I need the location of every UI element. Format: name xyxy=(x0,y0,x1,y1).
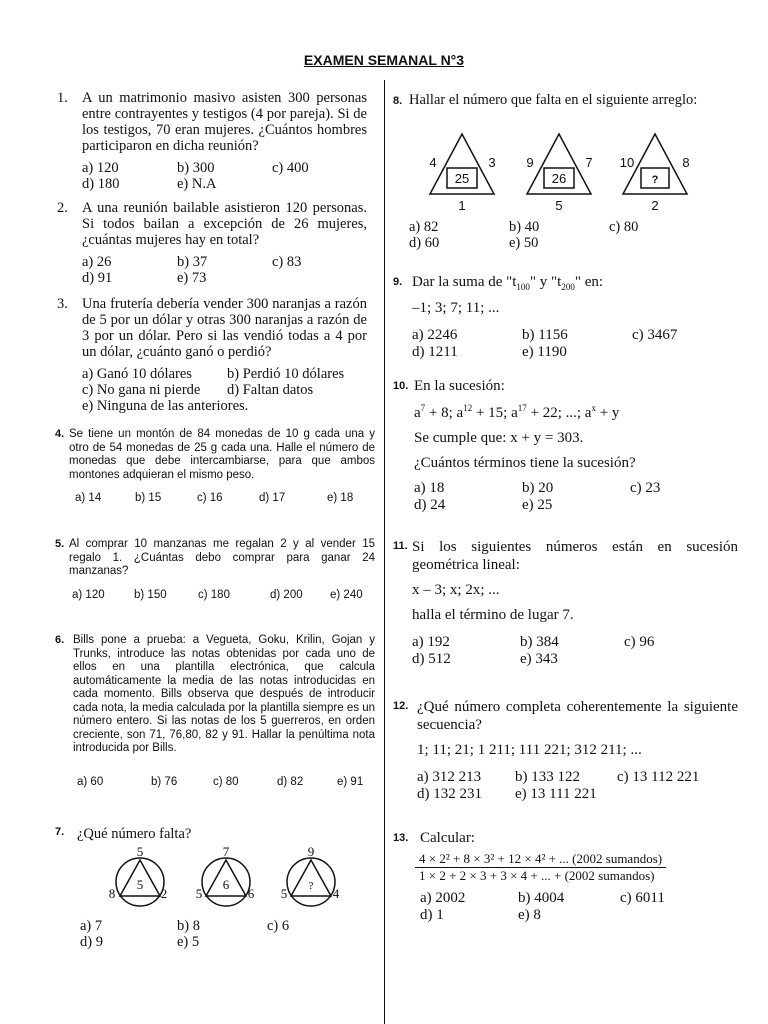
question-text: Una frutería debería vender 300 naranjas a razón de 5 por un dólar y otras 300 naranjas a razón de 3 por un dólar. Pero si las vendió todas a 4 por un dólar, ¿cuánto ganó o perdió? xyxy=(82,296,367,360)
question-number: 5. xyxy=(55,538,65,550)
question-text: A un matrimonio masivo asisten 300 personas entre contrayentes y testigos (4 por pareja). Si de los testigos, 70 eran mujeres. ¿Cuántos hombres participaron en dicha reunión? xyxy=(82,90,367,154)
option-e: e) 1190 xyxy=(522,344,567,360)
option-d: d) 1211 xyxy=(412,344,458,360)
question-8 xyxy=(393,92,738,109)
circle-triangle-figures xyxy=(100,844,340,914)
option-d: d) 91 xyxy=(82,270,113,286)
option-b: b) 150 xyxy=(134,588,167,601)
question-text: Se tiene un montón de 84 monedas de 10 g cada una y otro de 54 monedas de 25 g cada una. Halle el número de monedas que debe intercambiarse, para que ambos montones adquieran el mismo peso. xyxy=(69,428,375,481)
figure-3 xyxy=(281,844,340,906)
question-text: Al comprar 10 manzanas me regalan 2 y al vender 15 regalo 1. ¿Cuántas debo comprar para ganar 24 manzanas? xyxy=(69,538,375,577)
option-c: c) No gana ni pierde xyxy=(82,382,201,398)
option-d: d) 60 xyxy=(409,235,440,251)
option-b: b) 37 xyxy=(177,254,208,270)
option-b: b) 76 xyxy=(151,775,178,788)
question-number: 2. xyxy=(57,200,68,216)
fig-right: 6 xyxy=(247,886,255,901)
option-a: a) 2002 xyxy=(420,890,466,906)
fig-right: 8 xyxy=(682,155,690,170)
sequence-expression: $a^7 + 8$; $a^{12} + 15$; $a^{17} + 22$; ...; $a^x + y$ xyxy=(414,403,620,421)
question-ask: halla el término de lugar 7. xyxy=(412,607,574,623)
question-text: Dar la suma de "$t_{100}$" y "$t_{200}$" en: xyxy=(412,274,604,292)
option-a: a) 7 xyxy=(80,918,103,934)
question-ask: ¿Cuántos términos tiene la sucesión? xyxy=(414,455,636,471)
question-11 xyxy=(393,538,738,668)
fig-right: 3 xyxy=(488,155,496,170)
option-e: e) N.A xyxy=(177,176,217,192)
option-c: c) 400 xyxy=(272,160,309,176)
question-number: 7. xyxy=(55,826,65,838)
question-number: 10. xyxy=(393,380,409,392)
option-e: e) 343 xyxy=(520,651,558,667)
option-a: a) 120 xyxy=(82,160,119,176)
question-number: 1. xyxy=(57,90,68,106)
option-c: c) 180 xyxy=(198,588,230,601)
question-5 xyxy=(55,538,375,602)
triangle-figures xyxy=(420,130,710,216)
question-7-options xyxy=(80,918,360,950)
fig-left: 4 xyxy=(429,155,437,170)
option-c: c) 80 xyxy=(609,219,639,235)
option-e: e) 8 xyxy=(518,907,541,923)
option-d: d) 17 xyxy=(259,492,286,504)
question-number: 12. xyxy=(393,700,409,712)
fig-center: ? xyxy=(651,174,659,186)
sequence: –1; 3; 7; 11; ... xyxy=(412,300,500,316)
option-d: d) 512 xyxy=(412,651,451,667)
question-text: ¿Qué número falta? xyxy=(77,826,192,842)
question-number: 13. xyxy=(393,832,409,844)
option-a: a) 60 xyxy=(77,775,104,788)
option-a: a) 18 xyxy=(414,480,445,496)
option-a: a) 120 xyxy=(72,588,105,601)
option-a: a) 26 xyxy=(82,254,112,270)
option-c: c) 6011 xyxy=(620,890,665,906)
figure-1 xyxy=(109,844,168,906)
option-d: d) 24 xyxy=(414,497,446,513)
option-d: d) 1 xyxy=(420,907,444,923)
question-text: Bills pone a prueba: a Vegueta, Goku, Krilin, Gojan y Trunks, introduce las notas obtenidas por cada uno de ellos en una plantilla electrónica, que calcula automáticamente la media de las notas introducidas en cada momento. Bills observa que después de introducir cada nota, la media calculada por la plantilla siempre es un número entero. Si las notas de los 5 guerreros, en orden creciente, son 71, 76,80, 82 y 91. Hallar la penúltima nota introducida por Bills. xyxy=(73,634,375,754)
option-b: b) 20 xyxy=(522,480,554,496)
option-a: a) 14 xyxy=(75,492,102,504)
question-text: Hallar el número que falta en el siguiente arreglo: xyxy=(409,92,698,108)
question-number: 3. xyxy=(57,296,68,312)
fig-left: 5 xyxy=(195,886,203,901)
fig-bottom: 2 xyxy=(651,198,659,213)
option-e: e) 25 xyxy=(522,497,553,513)
option-e: e) 91 xyxy=(337,775,364,788)
question-6 xyxy=(55,634,375,789)
question-9 xyxy=(393,274,738,361)
option-d: d) 200 xyxy=(270,588,303,601)
fraction xyxy=(415,851,738,884)
option-a: a) 2246 xyxy=(412,327,458,343)
option-b: b) 15 xyxy=(135,492,162,504)
question-text: A una reunión bailable asistieron 120 personas. Si todos bailan a excepción de 26 mujeres, ¿cuántas mujeres hay en total? xyxy=(82,200,367,248)
option-e: e) 13 111 221 xyxy=(515,786,597,802)
fig-left: 8 xyxy=(108,886,116,901)
option-d: d) 180 xyxy=(82,176,120,192)
question-text: Si los siguientes números están en sucesión geométrica lineal: xyxy=(412,539,738,573)
fig-left: 5 xyxy=(280,886,288,901)
question-13 xyxy=(393,830,738,924)
option-b: b) 40 xyxy=(509,219,540,235)
question-7 xyxy=(55,826,375,842)
sequence: 1; 11; 21; 1 211; 111 221; 312 211; ... xyxy=(417,742,642,758)
fraction-denominator: 1 × 2 + 2 × 3 + 3 × 4 + ... + (2002 sumandos) xyxy=(419,868,655,883)
fig-left: 9 xyxy=(526,155,534,170)
option-c: c) 16 xyxy=(197,492,223,504)
option-e: e) 50 xyxy=(509,235,539,251)
question-text: Calcular: xyxy=(420,830,475,846)
question-number: 11. xyxy=(393,540,408,552)
option-e: e) 5 xyxy=(177,934,200,950)
option-c: c) 3467 xyxy=(632,327,678,343)
fig-top: 7 xyxy=(222,844,230,859)
option-b: b) 8 xyxy=(177,918,200,934)
fig-top: 5 xyxy=(136,844,144,859)
question-number: 9. xyxy=(393,276,403,288)
figure-2 xyxy=(196,844,255,906)
fig-right: 2 xyxy=(160,886,168,901)
option-e: e) 73 xyxy=(177,270,207,286)
option-b: b) 4004 xyxy=(518,890,565,906)
question-4 xyxy=(55,428,375,506)
question-1 xyxy=(57,90,367,192)
option-e: e) Ninguna de las anteriores. xyxy=(82,398,249,414)
question-8-options xyxy=(409,219,709,251)
option-c: c) 6 xyxy=(267,918,290,934)
option-c: c) 96 xyxy=(624,634,655,650)
question-text: En la sucesión: xyxy=(414,378,505,394)
fig-right: 7 xyxy=(585,155,593,170)
question-number: 8. xyxy=(393,95,403,107)
fig-center: ? xyxy=(308,880,314,892)
exam-title: EXAMEN SEMANAL N°3 xyxy=(303,52,465,68)
question-number: 4. xyxy=(55,428,65,440)
question-10 xyxy=(393,378,738,514)
fig-bottom: 5 xyxy=(555,198,563,213)
option-d: d) Faltan datos xyxy=(227,382,314,398)
option-d: d) 132 231 xyxy=(417,786,482,802)
option-b: b) Perdió 10 dólares xyxy=(227,366,345,382)
fig-bottom: 1 xyxy=(458,198,466,213)
option-b: b) 300 xyxy=(177,160,215,176)
question-12 xyxy=(393,698,738,803)
option-b: b) 384 xyxy=(520,634,559,650)
question-number: 6. xyxy=(55,634,65,646)
option-c: c) 83 xyxy=(272,254,302,270)
option-c: c) 13 112 221 xyxy=(617,769,700,785)
option-c: c) 23 xyxy=(630,480,661,496)
figure-1 xyxy=(429,134,495,213)
condition: Se cumple que: x + y = 303. xyxy=(414,430,584,446)
option-a: a) Ganó 10 dólares xyxy=(82,366,192,382)
fig-right: 4 xyxy=(332,886,340,901)
column-divider xyxy=(384,80,385,1024)
question-3 xyxy=(57,296,367,414)
figure-2 xyxy=(526,134,592,213)
option-d: d) 9 xyxy=(80,934,103,950)
fig-top: 9 xyxy=(307,844,315,859)
question-2 xyxy=(57,200,367,286)
fig-center: 6 xyxy=(222,877,230,892)
fig-center: 25 xyxy=(454,171,470,186)
option-a: a) 192 xyxy=(412,634,450,650)
option-b: b) 133 122 xyxy=(515,769,580,785)
option-d: d) 82 xyxy=(277,775,304,788)
fig-center: 26 xyxy=(551,171,567,186)
sequence: x – 3; x; 2x; ... xyxy=(412,582,500,598)
option-e: e) 18 xyxy=(327,492,354,504)
option-a: a) 312 213 xyxy=(417,769,482,785)
option-c: c) 80 xyxy=(213,775,239,788)
fraction-numerator: 4 × 2² + 8 × 3² + 12 × 4² + ... (2002 sumandos) xyxy=(415,851,666,868)
option-e: e) 240 xyxy=(330,588,363,601)
figure-3 xyxy=(620,134,690,213)
fig-left: 10 xyxy=(619,155,635,170)
option-a: a) 82 xyxy=(409,219,439,235)
question-text: ¿Qué número completa coherentemente la siguiente secuencia? xyxy=(417,699,738,733)
fig-center: 5 xyxy=(136,877,144,892)
option-b: b) 1156 xyxy=(522,327,568,343)
